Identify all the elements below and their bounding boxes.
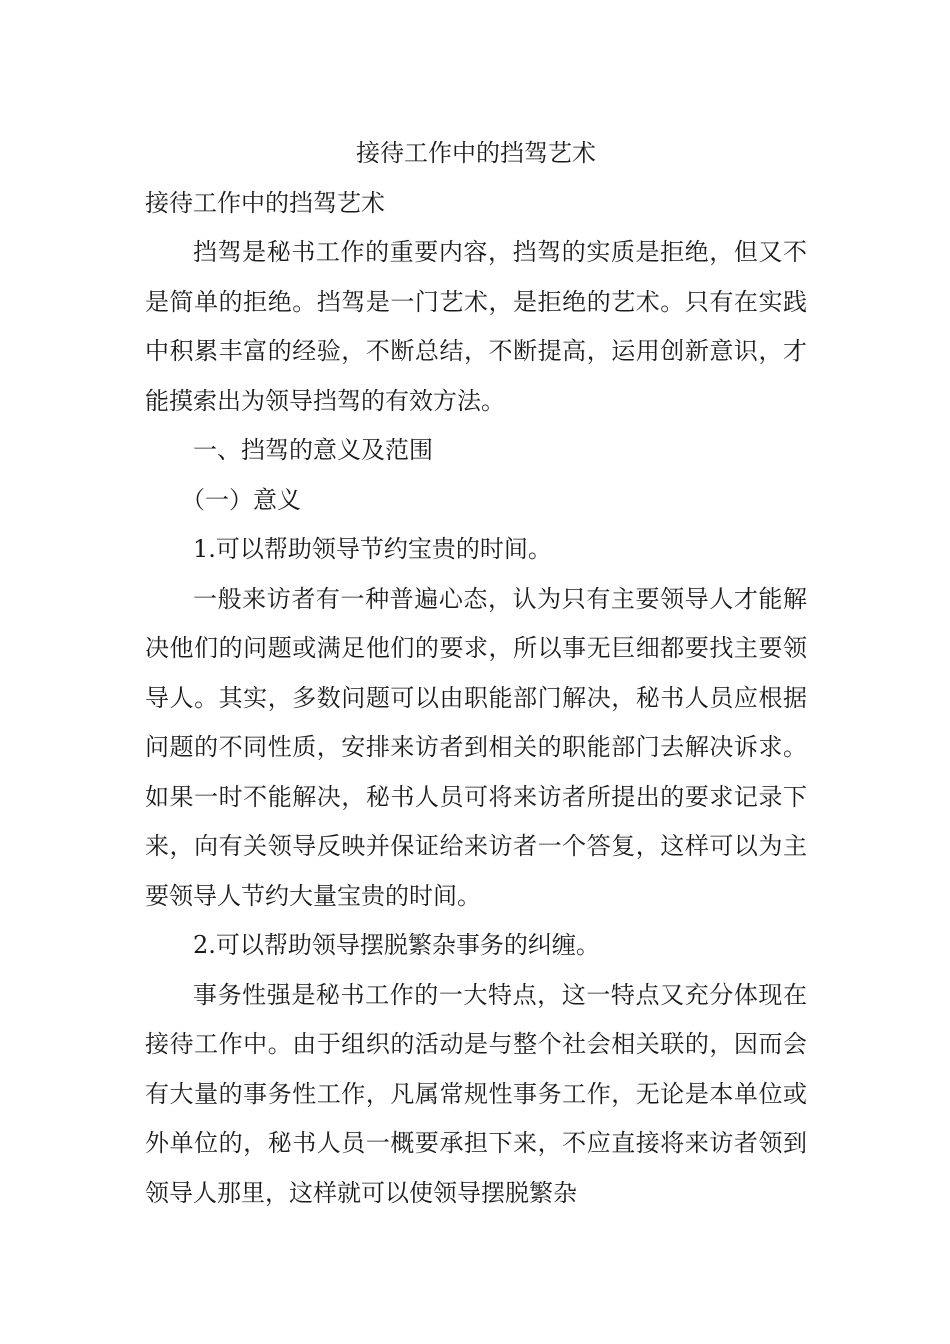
document-subtitle: 接待工作中的挡驾艺术 [145,189,385,217]
paragraph-save-time: 一般来访者有一种普遍心态，认为只有主要领导人才能解决他们的问题或满足他们的要求，所以事无巨细都要找主要领导人。其实，多数问题可以由职能部门解决，秘书人员应根据问题的不同性质，安排来访者到相关的职能部门去解决诉求。如果一时不能解决，秘书人员可将来访者所提出的要求记录下来，向有关领导反映并保证给来访者一个答复，这样可以为主要领导人节约大量宝贵的时间。 [145,584,807,910]
paragraph-free-from-trivia: 事务性强是秘书工作的一大特点，这一特点又充分体现在接待工作中。由于组织的活动是与整个社会相关联的，因而会有大量的事务性工作，凡属常规性事务工作，无论是本单位或外单位的，秘书人员一概要承担下来，不应直接将来访者领到领导人那里，这样就可以使领导摆脱繁杂 [145,980,807,1207]
document-title: 接待工作中的挡驾艺术 [356,139,596,167]
point-heading-free-from-trivia: 2.可以帮助领导摆脱繁杂事务的纠缠。 [193,931,600,959]
document-body [145,128,807,1218]
section-heading-significance-scope: 一、挡驾的意义及范围 [193,436,433,464]
point-heading-save-time: 1.可以帮助领导节约宝贵的时间。 [193,535,552,563]
paragraph-intro: 挡驾是秘书工作的重要内容，挡驾的实质是拒绝，但又不是简单的拒绝。挡驾是一门艺术，是拒绝的艺术。只有在实践中积累丰富的经验，不断总结，不断提高，运用创新意识，才能摸索出为领导挡驾的有效方法。 [145,238,807,415]
subsection-heading-significance: （一）意义 [181,485,301,514]
